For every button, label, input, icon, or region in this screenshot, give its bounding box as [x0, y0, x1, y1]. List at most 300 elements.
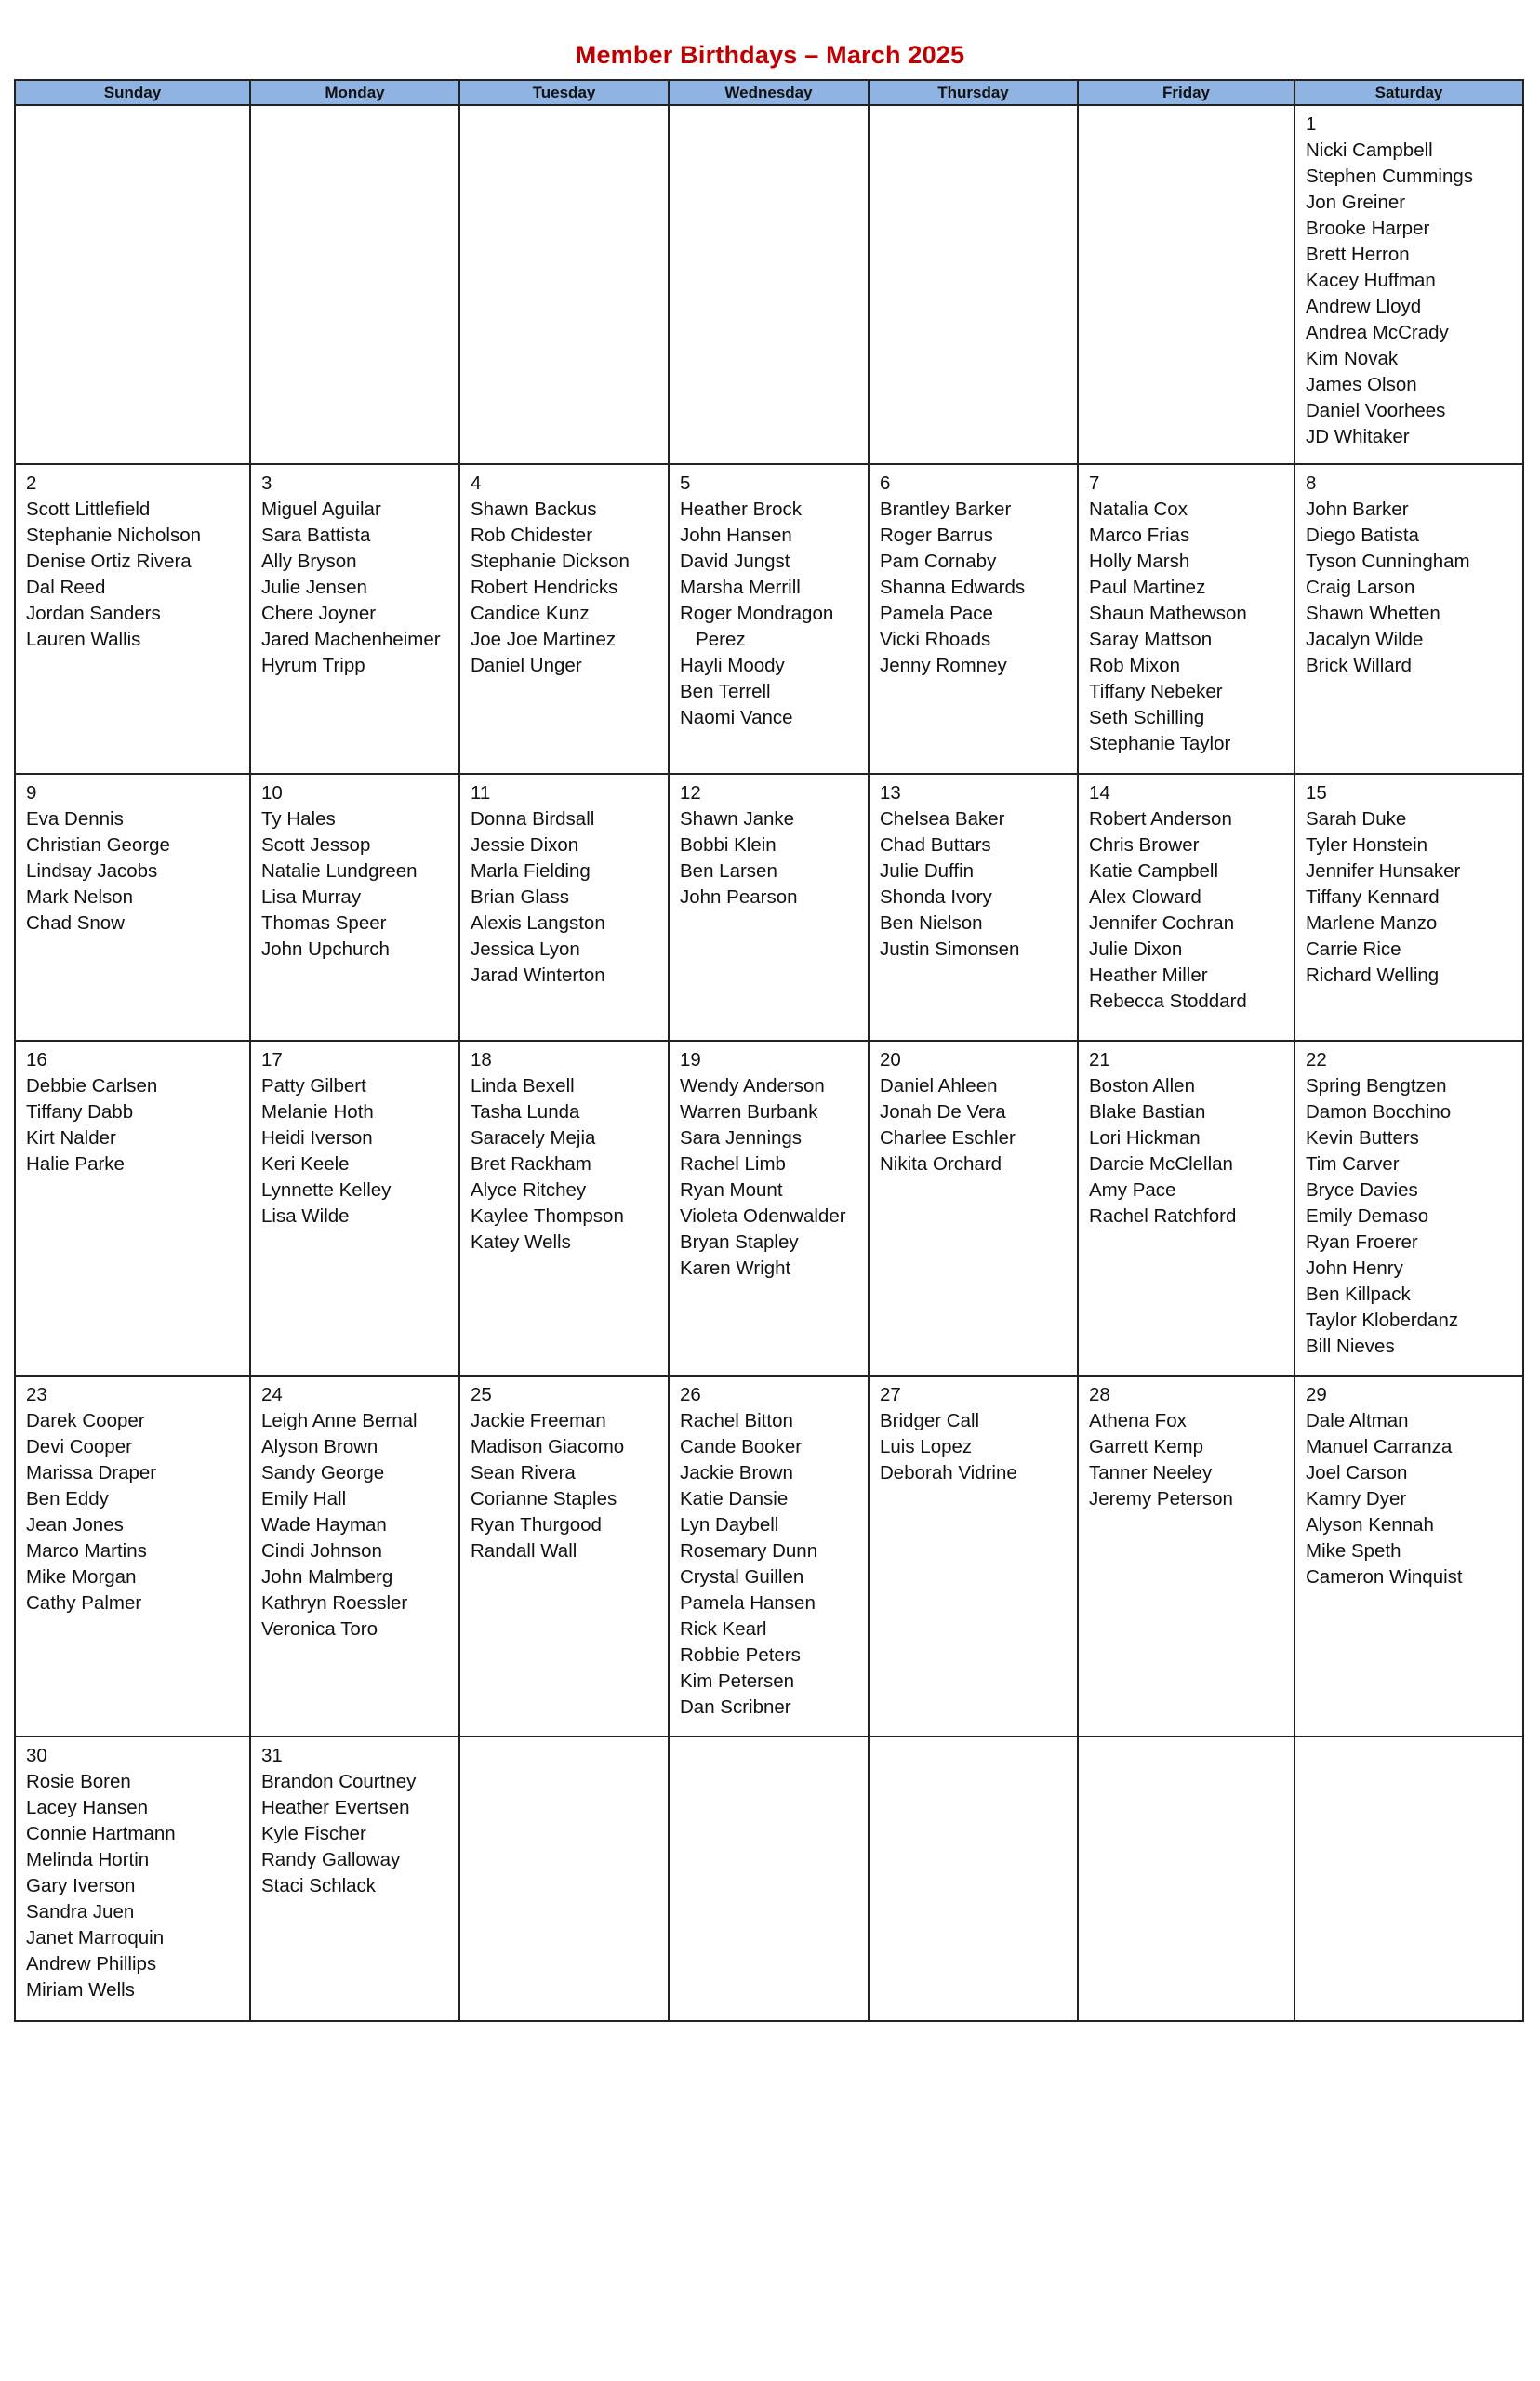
day-number: 24 — [261, 1384, 283, 1405]
week-row — [15, 105, 1523, 464]
birthday-name: Rachel Bitton — [680, 1410, 793, 1431]
day-cell — [1294, 105, 1523, 464]
birthday-name: Connie Hartmann — [26, 1823, 176, 1844]
day-cell — [459, 464, 669, 774]
birthday-name: Chad Snow — [26, 912, 125, 934]
day-cell — [250, 1736, 459, 2021]
day-number: 2 — [26, 472, 37, 494]
birthday-name: Damon Bocchino — [1306, 1101, 1452, 1123]
birthday-name: Gary Iverson — [26, 1875, 136, 1896]
calendar-body — [15, 105, 1523, 2021]
birthday-name: Janet Marroquin — [26, 1927, 165, 1949]
birthday-name: Jon Greiner — [1306, 192, 1406, 213]
day-number: 21 — [1089, 1049, 1110, 1071]
birthday-name: Alyson Brown — [261, 1436, 378, 1457]
birthday-name: Ben Nielson — [880, 912, 983, 934]
birthday-name: Brantley Barker — [880, 499, 1012, 520]
birthday-name: Christian George — [26, 834, 170, 856]
birthday-name: Ben Terrell — [680, 681, 771, 702]
weekday-header-wednesday: Wednesday — [669, 80, 869, 105]
birthday-name: Dale Altman — [1306, 1410, 1409, 1431]
birthday-name: Rachel Limb — [680, 1153, 786, 1175]
birthday-name: Vicki Rhoads — [880, 629, 991, 650]
day-cell — [459, 1376, 669, 1736]
birthday-name: Rosemary Dunn — [680, 1540, 818, 1562]
birthday-name: Garrett Kemp — [1089, 1436, 1204, 1457]
birthday-calendar — [14, 79, 1524, 2022]
day-number: 15 — [1306, 782, 1327, 804]
birthday-name: Taylor Kloberdanz — [1306, 1310, 1459, 1331]
birthday-name: Shanna Edwards — [880, 577, 1026, 598]
birthday-name: Sandra Juen — [26, 1901, 135, 1922]
day-number: 31 — [261, 1745, 283, 1766]
day-cell — [669, 1376, 869, 1736]
birthday-name: Mike Morgan — [26, 1566, 137, 1588]
birthday-name: Sara Battista — [261, 525, 371, 546]
birthday-name: Wade Hayman — [261, 1514, 387, 1536]
birthday-name: John Henry — [1306, 1257, 1403, 1279]
birthday-name: Brick Willard — [1306, 655, 1412, 676]
birthday-name: Cindi Johnson — [261, 1540, 382, 1562]
day-number: 25 — [471, 1384, 492, 1405]
birthday-name: Jackie Brown — [680, 1462, 793, 1483]
birthday-name: Jared Machenheimer — [261, 629, 441, 650]
birthday-name: Bill Nieves — [1306, 1336, 1395, 1357]
birthday-name: Alyson Kennah — [1306, 1514, 1434, 1536]
birthday-name: JD Whitaker — [1306, 426, 1410, 447]
birthday-name: Brandon Courtney — [261, 1771, 417, 1792]
birthday-name: Alex Cloward — [1089, 886, 1201, 908]
birthday-name: Ty Hales — [261, 808, 336, 830]
birthday-name: Dan Scribner — [680, 1696, 791, 1718]
birthday-name: Sean Rivera — [471, 1462, 576, 1483]
birthday-name: Athena Fox — [1089, 1410, 1187, 1431]
birthday-name: Brooke Harper — [1306, 218, 1430, 239]
birthday-name: Tim Carver — [1306, 1153, 1400, 1175]
birthday-name: Mark Nelson — [26, 886, 134, 908]
day-cell — [669, 774, 869, 1041]
birthday-name: Chelsea Baker — [880, 808, 1005, 830]
birthday-name: Emily Demaso — [1306, 1205, 1429, 1227]
birthday-name: Brian Glass — [471, 886, 569, 908]
day-cell — [250, 774, 459, 1041]
birthday-name: Tanner Neeley — [1089, 1462, 1213, 1483]
birthday-name: Candice Kunz — [471, 603, 590, 624]
day-cell — [459, 1736, 669, 2021]
week-row — [15, 464, 1523, 774]
birthday-name: Linda Bexell — [471, 1075, 575, 1097]
day-number: 7 — [1089, 472, 1100, 494]
birthday-name: Tiffany Dabb — [26, 1101, 134, 1123]
day-cell — [669, 105, 869, 464]
birthday-name: Tasha Lunda — [471, 1101, 580, 1123]
day-number: 23 — [26, 1384, 47, 1405]
birthday-name: Shaun Mathewson — [1089, 603, 1247, 624]
weekday-header-monday: Monday — [250, 80, 459, 105]
birthday-name: Bobbi Klein — [680, 834, 777, 856]
birthday-name: Andrew Lloyd — [1306, 296, 1422, 317]
day-cell — [15, 105, 250, 464]
day-cell — [459, 774, 669, 1041]
day-number: 5 — [680, 472, 691, 494]
birthday-name: Hyrum Tripp — [261, 655, 365, 676]
birthday-name: Diego Batista — [1306, 525, 1419, 546]
birthday-name: Chad Buttars — [880, 834, 991, 856]
birthday-name: Alexis Langston — [471, 912, 605, 934]
birthday-name: Julie Dixon — [1089, 938, 1183, 960]
day-cell — [669, 464, 869, 774]
birthday-name: Kim Petersen — [680, 1670, 795, 1692]
birthday-name: John Malmberg — [261, 1566, 393, 1588]
birthday-name: Melinda Hortin — [26, 1849, 150, 1870]
birthday-name: Daniel Voorhees — [1306, 400, 1446, 421]
birthday-name: Karen Wright — [680, 1257, 791, 1279]
birthday-name: Violeta Odenwalder — [680, 1205, 846, 1227]
birthday-name: Rachel Ratchford — [1089, 1205, 1237, 1227]
birthday-name: Randy Galloway — [261, 1849, 401, 1870]
birthday-name: Corianne Staples — [471, 1488, 617, 1510]
birthday-name: Ben Eddy — [26, 1488, 109, 1510]
birthday-name: Naomi Vance — [680, 707, 793, 728]
birthday-name: Tyson Cunningham — [1306, 551, 1470, 572]
week-row — [15, 1736, 1523, 2021]
birthday-name: Sara Jennings — [680, 1127, 803, 1149]
birthday-name: Saray Mattson — [1089, 629, 1213, 650]
birthday-name: Patty Gilbert — [261, 1075, 366, 1097]
birthday-name: Marissa Draper — [26, 1462, 157, 1483]
birthday-name: John Hansen — [680, 525, 792, 546]
day-number: 9 — [26, 782, 37, 804]
birthday-name: Stephen Cummings — [1306, 166, 1474, 187]
birthday-name: Bryce Davies — [1306, 1179, 1418, 1201]
birthday-name: Cande Booker — [680, 1436, 803, 1457]
birthday-name: Jessie Dixon — [471, 834, 579, 856]
birthday-name: Heather Evertsen — [261, 1797, 410, 1818]
day-cell — [1294, 1736, 1523, 2021]
day-number: 10 — [261, 782, 283, 804]
birthday-name: Lindsay Jacobs — [26, 860, 158, 882]
birthday-name: Hayli Moody — [680, 655, 785, 676]
day-cell — [1078, 464, 1294, 774]
weekday-header-sunday: Sunday — [15, 80, 250, 105]
week-row — [15, 1041, 1523, 1376]
birthday-name: Miriam Wells — [26, 1979, 135, 2001]
birthday-name: Mike Speth — [1306, 1540, 1401, 1562]
birthday-name: Heather Miller — [1089, 964, 1208, 986]
birthday-name: Brett Herron — [1306, 244, 1410, 265]
birthday-name: Ryan Mount — [680, 1179, 783, 1201]
birthday-name: Melanie Hoth — [261, 1101, 374, 1123]
day-cell — [250, 464, 459, 774]
day-cell — [1078, 1376, 1294, 1736]
week-row — [15, 774, 1523, 1041]
week-row — [15, 1376, 1523, 1736]
weekday-header-row — [15, 80, 1523, 105]
birthday-name: Pamela Hansen — [680, 1592, 816, 1614]
day-number: 18 — [471, 1049, 492, 1071]
birthday-name: Chris Brower — [1089, 834, 1200, 856]
birthday-name: Sandy George — [261, 1462, 385, 1483]
birthday-name: Tiffany Nebeker — [1089, 681, 1223, 702]
day-number: 14 — [1089, 782, 1110, 804]
birthday-name: Stephanie Dickson — [471, 551, 630, 572]
birthday-name: Darcie McClellan — [1089, 1153, 1233, 1175]
birthday-name: Marco Martins — [26, 1540, 147, 1562]
birthday-name: Crystal Guillen — [680, 1566, 804, 1588]
page-title: Member Birthdays – March 2025 — [575, 41, 965, 69]
day-cell — [1294, 1041, 1523, 1376]
birthday-name: Shawn Janke — [680, 808, 795, 830]
birthday-name: Kaylee Thompson — [471, 1205, 624, 1227]
birthday-name: John Pearson — [680, 886, 798, 908]
birthday-name: Natalia Cox — [1089, 499, 1188, 520]
day-cell — [869, 1041, 1078, 1376]
birthday-name: Warren Burbank — [680, 1101, 818, 1123]
birthday-name: Craig Larson — [1306, 577, 1415, 598]
birthday-name: Scott Jessop — [261, 834, 371, 856]
birthday-name: Justin Simonsen — [880, 938, 1020, 960]
birthday-name: Lisa Wilde — [261, 1205, 350, 1227]
day-cell — [1294, 464, 1523, 774]
birthday-name: Jessica Lyon — [471, 938, 580, 960]
birthday-name: Seth Schilling — [1089, 707, 1205, 728]
birthday-name: Marsha Merrill — [680, 577, 801, 598]
birthday-name: Paul Martinez — [1089, 577, 1206, 598]
birthday-name: Wendy Anderson — [680, 1075, 825, 1097]
day-number: 3 — [261, 472, 272, 494]
birthday-name: Kamry Dyer — [1306, 1488, 1407, 1510]
birthday-name: John Barker — [1306, 499, 1409, 520]
birthday-name: Robbie Peters — [680, 1644, 801, 1666]
birthday-name: Marla Fielding — [471, 860, 591, 882]
birthday-name: Lori Hickman — [1089, 1127, 1201, 1149]
birthday-name: Leigh Anne Bernal — [261, 1410, 418, 1431]
birthday-name: Katie Campbell — [1089, 860, 1219, 882]
birthday-name: Rob Chidester — [471, 525, 593, 546]
birthday-name: Lauren Wallis — [26, 629, 141, 650]
birthday-name: Donna Birdsall — [471, 808, 595, 830]
birthday-name: Debbie Carlsen — [26, 1075, 158, 1097]
day-number: 1 — [1306, 113, 1317, 135]
birthday-name: Veronica Toro — [261, 1618, 378, 1640]
day-cell — [250, 1376, 459, 1736]
birthday-name: Julie Jensen — [261, 577, 367, 598]
birthday-name: Rosie Boren — [26, 1771, 131, 1792]
birthday-name: Deborah Vidrine — [880, 1462, 1017, 1483]
day-cell — [869, 1376, 1078, 1736]
birthday-name: Kevin Butters — [1306, 1127, 1419, 1149]
birthday-name: Madison Giacomo — [471, 1436, 625, 1457]
birthday-name: Katey Wells — [471, 1231, 571, 1253]
birthday-name: Shonda Ivory — [880, 886, 992, 908]
birthday-name: Natalie Lundgreen — [261, 860, 418, 882]
birthday-name: Jeremy Peterson — [1089, 1488, 1233, 1510]
birthday-name: Keri Keele — [261, 1153, 350, 1175]
birthday-name: Jackie Freeman — [471, 1410, 606, 1431]
birthday-name: Daniel Ahleen — [880, 1075, 998, 1097]
birthday-name: Roger Mondragon — [680, 603, 834, 624]
birthday-name: Katie Dansie — [680, 1488, 789, 1510]
birthday-name: Scott Littlefield — [26, 499, 151, 520]
birthday-name: James Olson — [1306, 374, 1417, 395]
birthday-name: Richard Welling — [1306, 964, 1440, 986]
day-cell — [250, 1041, 459, 1376]
birthday-name: John Upchurch — [261, 938, 390, 960]
birthday-name: Blake Bastian — [1089, 1101, 1206, 1123]
birthday-name: Pam Cornaby — [880, 551, 997, 572]
day-cell — [669, 1041, 869, 1376]
day-number: 30 — [26, 1745, 47, 1766]
birthday-name: Charlee Eschler — [880, 1127, 1016, 1149]
day-cell — [1294, 774, 1523, 1041]
birthday-name: Devi Cooper — [26, 1436, 132, 1457]
day-cell — [869, 105, 1078, 464]
birthday-name: Dal Reed — [26, 577, 106, 598]
birthday-name: Alyce Ritchey — [471, 1179, 587, 1201]
day-cell — [459, 105, 669, 464]
birthday-name: Kacey Huffman — [1306, 270, 1436, 291]
day-cell — [15, 1041, 250, 1376]
birthday-name: Ben Killpack — [1306, 1284, 1411, 1305]
day-cell — [1294, 1376, 1523, 1736]
birthday-name: Staci Schlack — [261, 1875, 377, 1896]
birthday-name: Ryan Froerer — [1306, 1231, 1418, 1253]
birthday-name: Holly Marsh — [1089, 551, 1190, 572]
birthday-name: Jarad Winterton — [471, 964, 605, 986]
birthday-name: Daniel Unger — [471, 655, 582, 676]
birthday-name: Chere Joyner — [261, 603, 377, 624]
birthday-name: Jenny Romney — [880, 655, 1007, 676]
birthday-name: Cathy Palmer — [26, 1592, 142, 1614]
birthday-name: Nikita Orchard — [880, 1153, 1002, 1175]
weekday-header-thursday: Thursday — [869, 80, 1078, 105]
birthday-name: Bret Rackham — [471, 1153, 591, 1175]
day-number: 19 — [680, 1049, 701, 1071]
birthday-name: Nicki Campbell — [1306, 140, 1433, 161]
birthday-name: Tyler Honstein — [1306, 834, 1428, 856]
birthday-name: Kirt Nalder — [26, 1127, 116, 1149]
day-number: 20 — [880, 1049, 901, 1071]
day-number: 11 — [471, 782, 491, 804]
birthday-name: Rob Mixon — [1089, 655, 1180, 676]
birthday-name: Jean Jones — [26, 1514, 124, 1536]
birthday-name: Tiffany Kennard — [1306, 886, 1440, 908]
weekday-header-friday: Friday — [1078, 80, 1294, 105]
birthday-name: Ben Larsen — [680, 860, 777, 882]
day-number: 6 — [880, 472, 891, 494]
birthday-name: Shawn Whetten — [1306, 603, 1440, 624]
birthday-name: Joe Joe Martinez — [471, 629, 617, 650]
day-cell — [250, 105, 459, 464]
day-number: 28 — [1089, 1384, 1110, 1405]
birthday-name: Kathryn Roessler — [261, 1592, 408, 1614]
day-number: 27 — [880, 1384, 901, 1405]
birthday-name: Miguel Aguilar — [261, 499, 381, 520]
birthday-name: Ryan Thurgood — [471, 1514, 602, 1536]
day-number: 4 — [471, 472, 482, 494]
birthday-name: Emily Hall — [261, 1488, 347, 1510]
birthday-name: Stephanie Nicholson — [26, 525, 202, 546]
birthday-name: Rebecca Stoddard — [1089, 991, 1247, 1012]
day-cell — [1078, 105, 1294, 464]
day-cell — [869, 1736, 1078, 2021]
birthday-name: Sarah Duke — [1306, 808, 1407, 830]
day-number: 16 — [26, 1049, 47, 1071]
birthday-name: Jonah De Vera — [880, 1101, 1006, 1123]
birthday-name: Randall Wall — [471, 1540, 578, 1562]
birthday-name: Jennifer Hunsaker — [1306, 860, 1461, 882]
day-cell — [869, 464, 1078, 774]
birthday-name: Spring Bengtzen — [1306, 1075, 1447, 1097]
birthday-name: Ally Bryson — [261, 551, 357, 572]
day-cell — [669, 1736, 869, 2021]
birthday-name: Heidi Iverson — [261, 1127, 373, 1149]
day-number: 22 — [1306, 1049, 1327, 1071]
birthday-name: Kim Novak — [1306, 348, 1399, 369]
birthday-name: Bryan Stapley — [680, 1231, 799, 1253]
day-cell — [15, 1736, 250, 2021]
birthday-name: Cameron Winquist — [1306, 1566, 1463, 1588]
weekday-header-saturday: Saturday — [1294, 80, 1523, 105]
birthday-name: David Jungst — [680, 551, 790, 572]
birthday-name: Luis Lopez — [880, 1436, 973, 1457]
birthday-name: Robert Anderson — [1089, 808, 1232, 830]
birthday-name: Lynnette Kelley — [261, 1179, 392, 1201]
day-number: 29 — [1306, 1384, 1327, 1405]
birthday-name: Robert Hendricks — [471, 577, 618, 598]
birthday-name: Boston Allen — [1089, 1075, 1195, 1097]
birthday-name: Denise Ortiz Rivera — [26, 551, 192, 572]
birthday-name: Kyle Fischer — [261, 1823, 366, 1844]
birthday-name: Amy Pace — [1089, 1179, 1176, 1201]
birthday-name: Lisa Murray — [261, 886, 362, 908]
day-cell — [459, 1041, 669, 1376]
birthday-name: Rick Kearl — [680, 1618, 767, 1640]
day-cell — [1078, 1736, 1294, 2021]
day-cell — [15, 1376, 250, 1736]
day-number: 13 — [880, 782, 901, 804]
birthday-name: Saracely Mejia — [471, 1127, 596, 1149]
birthday-name: Joel Carson — [1306, 1462, 1408, 1483]
birthday-name: Thomas Speer — [261, 912, 387, 934]
birthday-name: Heather Brock — [680, 499, 803, 520]
day-number: 12 — [680, 782, 701, 804]
birthday-name: Stephanie Taylor — [1089, 733, 1231, 754]
birthday-name: Eva Dennis — [26, 808, 124, 830]
birthday-name: Manuel Carranza — [1306, 1436, 1453, 1457]
day-cell — [869, 774, 1078, 1041]
birthday-name: Bridger Call — [880, 1410, 980, 1431]
birthday-name: Perez — [680, 629, 746, 650]
birthday-name: Andrew Phillips — [26, 1953, 157, 1975]
birthday-name: Lacey Hansen — [26, 1797, 149, 1818]
birthday-name: Shawn Backus — [471, 499, 597, 520]
day-number: 8 — [1306, 472, 1317, 494]
birthday-name: Darek Cooper — [26, 1410, 145, 1431]
day-cell — [15, 774, 250, 1041]
birthday-name: Jacalyn Wilde — [1306, 629, 1424, 650]
day-cell — [1078, 774, 1294, 1041]
birthday-name: Jennifer Cochran — [1089, 912, 1235, 934]
birthday-name: Roger Barrus — [880, 525, 993, 546]
weekday-header-tuesday: Tuesday — [459, 80, 669, 105]
birthday-name: Lyn Daybell — [680, 1514, 779, 1536]
birthday-name: Jordan Sanders — [26, 603, 161, 624]
birthday-name: Marco Frias — [1089, 525, 1190, 546]
birthday-name: Pamela Pace — [880, 603, 993, 624]
day-number: 26 — [680, 1384, 701, 1405]
birthday-name: Halie Parke — [26, 1153, 125, 1175]
